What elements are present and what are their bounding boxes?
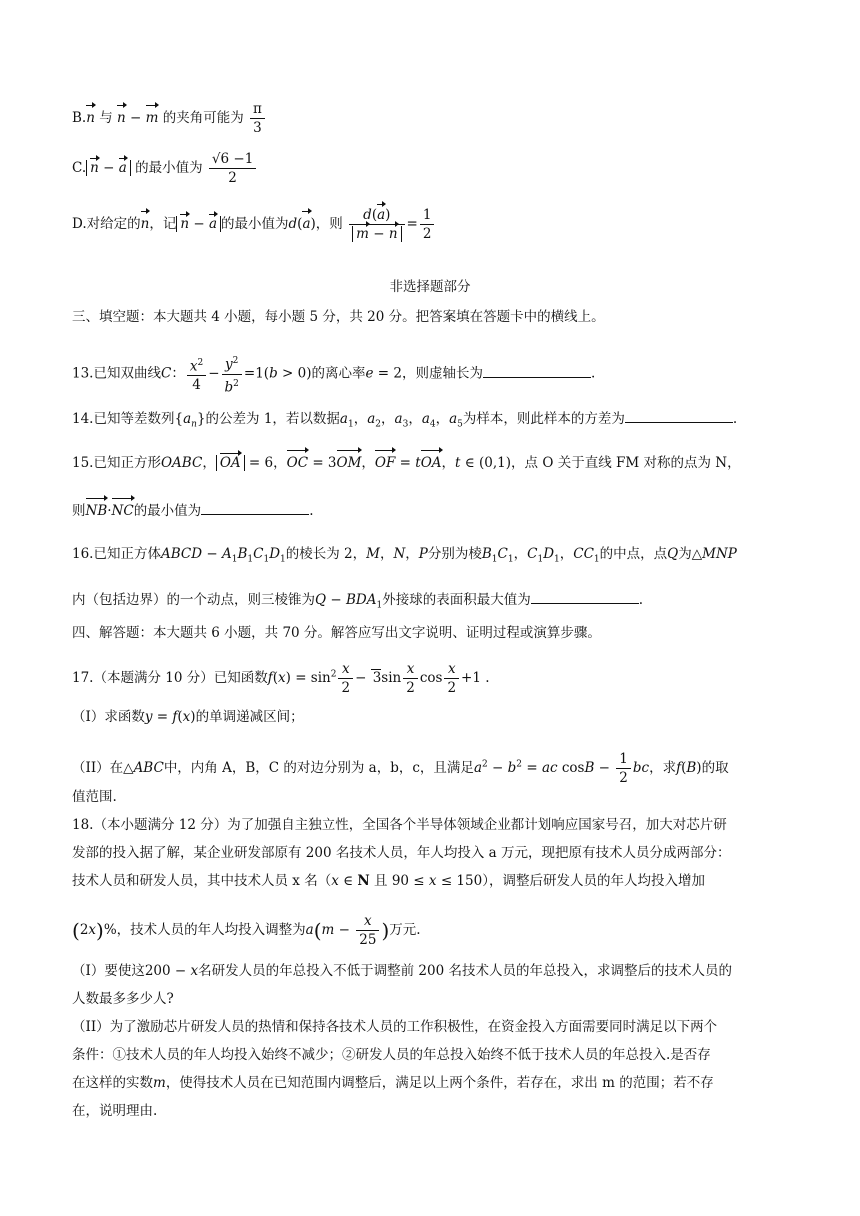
q18-text3a: 技术人员和研发人员，其中技术人员 x 名（ — [72, 873, 332, 889]
question-16-cont: 内（包括边界）的一个动点，则三棱锥为$Q - BDA_1$外接球的表面积最大值为 . — [72, 589, 798, 617]
q17-part-ii-text4: 的取 — [701, 760, 729, 776]
q16-text7: 外接球的表面积最大值为 — [382, 592, 531, 608]
question-17-i: （I）求函数y = f(x)的单调递减区间； — [72, 709, 304, 725]
part-label: 非选择题部分 — [389, 279, 471, 295]
q18-part-i-text1: （I）要使这 — [72, 963, 145, 979]
q13-text1: 13.已知双曲线 — [72, 365, 161, 382]
fraction-sqrt6 — [209, 150, 256, 187]
vec-n: n — [117, 107, 126, 129]
q17-text1: 17.（本题满分 10 分）已知函数 — [72, 670, 268, 686]
question-18-ii-line4: 在，说明理由. — [72, 1103, 158, 1119]
option-d-text4: ，则 — [315, 216, 343, 232]
option-b-label: B. — [72, 110, 87, 126]
question-18-line1: 18.（本小题满分 12 分）为了加强自主独立性，全国各个半导体领域企业都计划响应国家号召，加大对芯片研 — [72, 817, 727, 833]
fraction-den: 3 — [253, 120, 262, 136]
q13-text2: 的离心率 — [311, 365, 366, 382]
equals-sign: = — [406, 216, 418, 232]
q17-part-i-text1: （I）求函数 — [72, 709, 145, 725]
q15-text3: 则 — [72, 503, 86, 519]
question-18-ii-line1: （II）为了激励芯片研发人员的热情和保持各技术人员的工作积极性，在资金投入方面需要同时满足以下两个 — [72, 1019, 718, 1035]
answer-blank[interactable] — [531, 589, 639, 604]
question-14: 14.已知等差数列$\{a_n\}$的公差为 1，若以数据$a_1$，$a_2$，$a_3$，$a_4$，$a_5$为样本，则此样本的方差为 . — [72, 408, 798, 436]
question-18-i: （I）要使这200 − x名研发人员的年总投入不低于调整前 200 名技术人员的年总投入，求调整后的技术人员的 — [72, 963, 732, 979]
question-17-ii-cont: 值范围. — [72, 789, 117, 805]
q18-part-ii-text3b: ，使得技术人员在已知范围内调整后，满足以上两个条件，若存在，求出 m 的范围；若不存 — [165, 1075, 714, 1091]
q16-text3: 分别为棱 — [427, 546, 482, 562]
q18-text4a: ，技术人员的年人均投入调整为 — [116, 922, 306, 938]
question-18-i-cont: 人数最多多少人? — [72, 991, 174, 1007]
answer-blank[interactable] — [201, 500, 309, 515]
q17-part-ii-text1: （II）在 — [72, 760, 124, 776]
q18-part-ii-text3a: 在这样的实数 — [72, 1075, 153, 1091]
question-13: 13.已知双曲线C： $\frac{x^2}{4}$ − $\frac{y^2}{b^2}$ =1(b > 0)的离心率e = 2，则虚轴长为 . — [72, 352, 798, 396]
question-18-ii-line2: 条件：①技术人员的年人均投入始终不减少；②研发人员的年总投入始终不低于技术人员的年总投入.是否存 — [72, 1047, 711, 1063]
question-16: 16.已知正方体ABCD − $A_1B_1C_1D_1$的棱长为 2，M，N，P分别为棱$B_1C_1$，$C_1D_1$，$CC_1$的中点，点Q为△MNP — [72, 546, 737, 565]
abs-n-minus-a: n − a — [176, 216, 221, 232]
section-4-heading: 四、解答题：本大题共 6 小题，共 70 分。解答应写出文字说明、证明过程或演算步骤。 — [72, 625, 601, 641]
q14-text2: 的公差为 1，若以数据 — [205, 411, 340, 427]
question-18-ii-line3: 在这样的实数m，使得技术人员在已知范围内调整后，满足以上两个条件，若存在，求出 m 的范围；若不存 — [72, 1075, 714, 1091]
q15-text4: 的最小值为 — [133, 503, 202, 519]
fraction-num: π — [250, 100, 265, 119]
option-c-label: C. — [72, 160, 87, 176]
option-d-text3: 的最小值为 — [221, 216, 289, 232]
option-d-text2: ，记 — [149, 216, 177, 232]
question-15-cont: 则NB·NC的最小值为 . — [72, 500, 798, 522]
q17-part-i-text2: 的单调递减区间； — [195, 709, 304, 725]
q17-part-ii-text3: ，求 — [649, 760, 677, 776]
q18-part-i-text2: 名研发人员的年总投入不低于调整前 200 名技术人员的年总投入，求调整后的技术人员的 — [198, 963, 732, 979]
question-17: 17.（本题满分 10 分）已知函数$f(x) = \sin^2$ $\frac{x}{2}$ − 3sin $\frac{x}{2}$ cos $\frac{x}{2}$ +1 . — [72, 661, 490, 696]
vec-m: m — [146, 107, 159, 129]
q14-text3: 为样本，则此样本的方差为 — [462, 411, 625, 427]
option-b-text2: 的夹角可能为 — [162, 110, 244, 126]
option-d: D.对给定的n，记 n − a 的最小值为d(a)，则 $\frac{d(a)}{m - n}$ = $\frac{1}{2}$ — [72, 206, 798, 243]
fraction-pi-3 — [250, 100, 265, 137]
q18-text3b: ），调整后研发人员的年人均投入增加 — [482, 873, 705, 889]
vec-n: n — [86, 107, 95, 129]
answer-blank[interactable] — [483, 363, 591, 378]
q17-part-ii-text2: 中，内角 A，B，C 的对边分别为 a，b，c，且满足 — [163, 760, 474, 776]
q16-text1: 16.已知正方体 — [72, 546, 161, 562]
q13-text3: ，则虚轴长为 — [401, 365, 483, 382]
option-d-text1: D.对给定的 — [72, 216, 141, 232]
q14-text1: 14.已知等差数列 — [72, 411, 175, 427]
fraction-d-over-mn: $\frac{d(a)}{m - n}$ — [349, 206, 404, 243]
question-18-line2: 发部的投入据了解，某企业研发部原有 200 名技术人员，年人均投入 a 万元，现把原有技术人员分成两部分： — [72, 845, 731, 861]
fraction-1-2 — [420, 206, 435, 243]
option-c — [72, 150, 798, 187]
q15-text2: ，点 O 关于直线 FM 对称的点为 N， — [511, 455, 741, 471]
q16-text5: 为 — [678, 546, 692, 562]
q16-text6: 内（包括边界）的一个动点，则三棱锥为 — [72, 592, 315, 608]
fraction-den: 2 — [228, 170, 237, 186]
question-18-line3: 技术人员和研发人员，其中技术人员 x 名（x ∈ N 且 90 ≤ x ≤ 150），调整后研发人员的年人均投入增加 — [72, 873, 705, 889]
abs-n-minus-a: n − a — [86, 160, 131, 176]
section-3-heading: 三、填空题：本大题共 4 小题，每小题 5 分，共 20 分。把答案填在答题卡中的横线上。 — [72, 309, 605, 325]
answer-blank[interactable] — [625, 408, 733, 423]
option-b: B.n 与 n − m 的夹角可能为 $\frac{\pi}{3}$ — [72, 100, 798, 137]
question-18-line4: (2x)%，技术人员的年人均投入调整为a(m − $\frac{x}{25}$ )万元. — [72, 913, 421, 948]
option-b-text1: 与 — [99, 110, 113, 126]
fraction-den: 2 — [422, 226, 432, 242]
question-15: 15.已知正方形OABC， OA = 6，OC = 3OM，OF = tOA，t ∈ (0,1)，点 O 关于直线 FM 对称的点为 N， — [72, 452, 798, 474]
q18-text4b: 万元. — [389, 922, 421, 938]
vec-n: n — [141, 213, 150, 235]
q15-text1: 15.已知正方形 — [72, 455, 161, 471]
question-17-ii: （II）在△ABC中，内角 A，B，C 的对边分别为 a，b，c，且满足$a^2 - b^2$ = ac cosB − $\frac{1}{2}$ bc，求f(B)的取 — [72, 751, 729, 786]
q16-text2: 的棱长为 2， — [285, 546, 367, 562]
option-c-text: 的最小值为 — [135, 160, 203, 176]
fraction-num: 1 — [420, 206, 435, 225]
q16-text4: 的中点，点 — [599, 546, 668, 562]
fraction-num: √6 −1 — [209, 150, 256, 169]
